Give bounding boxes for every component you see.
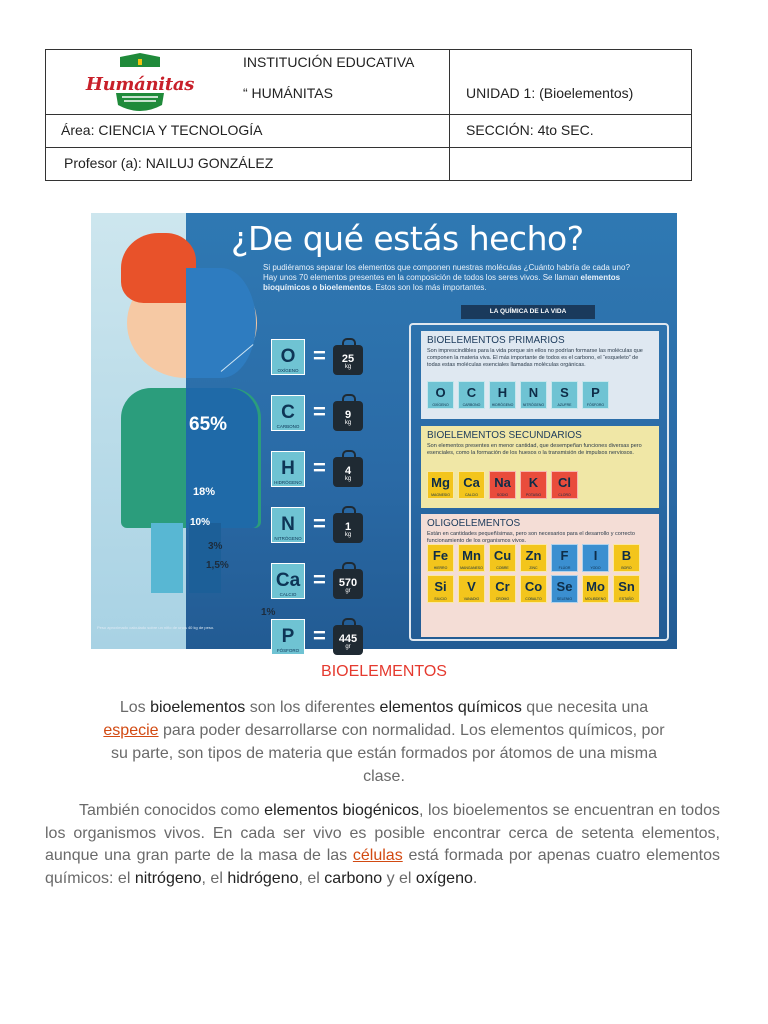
tile-name: FÓSFORO	[586, 403, 605, 407]
element-tile-cl	[551, 471, 578, 499]
text: para poder desarrollarse con normalidad. Los elementos químicos, por su parte, son tipos de materia que están formados por átomos de una misma clase.	[110, 722, 665, 785]
infographic-footnote: Peso aproximado calculado sobre un niño de unos 40 kg de peso.	[97, 625, 215, 630]
oligoelements-box	[421, 514, 659, 637]
equals-sign: =	[313, 343, 326, 368]
tile-symbol: N	[528, 385, 539, 400]
tile-name: SODIO	[496, 493, 509, 497]
element-symbol: O	[280, 346, 296, 367]
element-tile-k	[520, 471, 547, 499]
element-tile-ca	[458, 471, 485, 499]
pct-phosphorus: 1%	[261, 607, 276, 618]
element-tile-se	[551, 575, 578, 603]
element-card-h	[271, 451, 305, 487]
header-area-cell	[46, 114, 450, 148]
section-label: SECCIÓN: 4to SEC.	[466, 122, 594, 138]
element-tile-si	[427, 575, 454, 603]
element-tile-zn	[520, 544, 547, 572]
tile-name: MAGNESIO	[431, 493, 450, 497]
tile-name: ZINC	[529, 566, 538, 570]
school-logo	[82, 53, 198, 115]
text: , el	[201, 869, 228, 887]
pct-hydrogen: 10%	[190, 517, 211, 528]
element-tile-na	[489, 471, 516, 499]
pct-nitrogen: 3%	[208, 541, 223, 552]
header-logo-cell	[46, 50, 450, 115]
kid-face-blue	[186, 268, 256, 378]
element-card-n	[271, 507, 305, 543]
element-tile-n	[520, 381, 547, 409]
tile-symbol: H	[497, 385, 508, 400]
institution-name: INSTITUCIÓN EDUCATIVA	[243, 54, 415, 70]
tile-symbol: V	[467, 579, 476, 594]
tile-name: POTASIO	[525, 493, 542, 497]
institution-name-2: “ HUMÁNITAS	[243, 85, 333, 101]
weight-icon	[333, 345, 363, 375]
kid-leg-right	[189, 523, 221, 593]
secondary-bioelements-box	[421, 426, 659, 508]
primary-desc: Son imprescindibles para la vida porque sin ellos no podrían formarse las moléculas que componen la materia viva. El más importante de todos es el carbono, el “esqueleto” de todas estas moléculas esenciales llamadas moléculas orgánicas.	[427, 348, 643, 368]
link-especie[interactable]: especie	[103, 722, 159, 739]
text: que necesita una	[521, 699, 649, 716]
primary-heading: BIOELEMENTOS PRIMARIOS	[427, 335, 565, 346]
element-symbol: N	[281, 514, 295, 535]
kid-leg-left	[151, 523, 183, 593]
text: , el	[298, 869, 325, 887]
keyword: carbono	[324, 869, 383, 887]
tile-name: NITRÓGENO	[522, 403, 545, 407]
header-empty-cell	[449, 147, 692, 181]
tile-name: AZUFRE	[557, 403, 572, 407]
keyword: elementos biogénicos	[264, 802, 419, 819]
tile-name: FLÚOR	[558, 566, 571, 570]
weight-value: 9	[344, 409, 352, 421]
element-tile-cu	[489, 544, 516, 572]
area-label: Área: CIENCIA Y TECNOLOGÍA	[61, 122, 263, 138]
tile-name: OXÍGENO	[432, 403, 449, 407]
panel-tag: LA QUÍMICA DE LA VIDA	[461, 305, 595, 319]
element-symbol: C	[281, 402, 295, 423]
tile-name: VANADIO	[463, 597, 480, 601]
element-tile-o	[427, 381, 454, 409]
tile-symbol: Cr	[495, 579, 510, 594]
weight-icon	[333, 457, 363, 487]
header-unit-cell	[449, 50, 692, 115]
weight-unit: kg	[344, 420, 352, 426]
element-tile-fe	[427, 544, 454, 572]
element-card-ca	[271, 563, 305, 599]
element-name: OXÍGENO	[277, 368, 299, 373]
element-tile-co	[520, 575, 547, 603]
tile-symbol: Cl	[558, 475, 571, 490]
element-card-c	[271, 395, 305, 431]
tile-name: MANGANESO	[460, 566, 483, 570]
text: También conocidos como	[79, 802, 265, 819]
weight-unit: gr	[345, 588, 351, 594]
element-tile-cr	[489, 575, 516, 603]
tile-symbol: C	[466, 385, 477, 400]
tile-name: COBALTO	[525, 597, 542, 601]
kid-hair	[121, 233, 196, 303]
text: está formada por apenas cuatro elementos químicos: el	[45, 847, 720, 887]
keyword: nitrógeno	[134, 869, 202, 887]
tile-symbol: Fe	[432, 548, 449, 563]
keyword: bioelementos	[150, 699, 246, 716]
element-tile-p	[582, 381, 609, 409]
element-tile-h	[489, 381, 516, 409]
tile-name: BORO	[621, 566, 632, 570]
logo-wordmark: Humánitas	[85, 74, 195, 95]
primary-bioelements-box	[421, 331, 659, 419]
element-tile-sn	[613, 575, 640, 603]
teacher-label: Profesor (a): NAILUJ GONZÁLEZ	[64, 155, 274, 171]
text: son los diferentes	[245, 699, 380, 716]
header-table	[45, 49, 692, 181]
element-card-p	[271, 619, 305, 655]
infographic-intro	[263, 263, 633, 293]
weight-icon	[333, 569, 363, 599]
tile-symbol: Na	[494, 475, 511, 490]
intro-text-end: . Estos son los más importantes.	[371, 283, 487, 292]
tile-symbol: Co	[524, 579, 543, 594]
tile-symbol: Se	[556, 579, 573, 594]
weight-value: 4	[344, 465, 352, 477]
tile-name: CROMO	[495, 597, 510, 601]
pct-oxygen: 65%	[189, 414, 228, 435]
text: .	[472, 869, 478, 887]
tile-symbol: Mn	[462, 548, 481, 563]
tile-name: HIERRO	[433, 566, 448, 570]
tile-symbol: Si	[434, 579, 447, 594]
intro-text: Si pudiéramos separar los elementos que componen nuestras moléculas ¿Cuánto habría de cada uno? Hay unos 70 elementos presentes en la composición de todos los seres vivos. Se llaman	[263, 263, 630, 282]
tile-name: CALCIO	[464, 493, 479, 497]
tile-name: HIDRÓGENO	[491, 403, 514, 407]
paragraph-definition	[100, 696, 668, 788]
tile-name: CLORO	[558, 493, 571, 497]
tile-symbol: K	[528, 475, 539, 490]
secondary-desc: Son elementos presentes en menor cantidad, que desempeñan funciones diversas pero esenciales, como la formación de los huesos o la transmisión de impulsos nerviosos.	[427, 443, 642, 456]
equals-sign: =	[313, 567, 326, 592]
weight-unit: kg	[344, 532, 352, 538]
element-tile-v	[458, 575, 485, 603]
infographic-title: ¿De qué estás hecho?	[231, 219, 584, 258]
tile-name: ESTAÑO	[619, 597, 634, 601]
element-tile-i	[582, 544, 609, 572]
element-name: NITRÓGENO	[274, 536, 302, 541]
tile-symbol: Ca	[463, 475, 480, 490]
paragraph-biogenic	[45, 800, 720, 890]
element-tile-c	[458, 381, 485, 409]
element-tile-mg	[427, 471, 454, 499]
keyword: hidrógeno	[227, 869, 299, 887]
weight-unit: kg	[344, 476, 352, 482]
element-name: FÓSFORO	[276, 648, 300, 653]
tile-symbol: Zn	[525, 548, 542, 563]
weight-unit: kg	[344, 364, 352, 370]
tile-name: MOLIBDENO	[584, 597, 606, 601]
element-symbol: P	[281, 626, 295, 647]
element-symbol: Ca	[275, 570, 301, 591]
weight-value: 445	[338, 633, 358, 645]
element-name: CALCIO	[279, 592, 297, 597]
tile-symbol: S	[560, 385, 569, 400]
tile-symbol: P	[591, 385, 600, 400]
element-symbol: H	[281, 458, 295, 479]
kid-body-blue	[186, 388, 258, 528]
unit-label: UNIDAD 1: (Bioelementos)	[466, 85, 634, 101]
weight-value: 25	[341, 353, 355, 365]
equals-sign: =	[313, 623, 326, 648]
equals-sign: =	[313, 511, 326, 536]
tile-symbol: O	[435, 385, 446, 400]
tile-name: COBRE	[496, 566, 509, 570]
tile-name: SELENIO	[556, 597, 573, 601]
element-tile-b	[613, 544, 640, 572]
oligo-heading: OLIGOELEMENTOS	[427, 518, 521, 529]
tile-symbol: Mg	[431, 475, 450, 490]
tile-name: SILICIO	[434, 597, 447, 601]
equals-sign: =	[313, 455, 326, 480]
element-tile-mo	[582, 575, 609, 603]
weight-value: 570	[338, 577, 358, 589]
weight-icon	[333, 401, 363, 431]
tile-symbol: I	[593, 548, 598, 563]
section-heading: BIOELEMENTOS	[321, 663, 447, 680]
tile-name: YODO	[590, 566, 601, 570]
keyword: elementos químicos	[379, 699, 522, 716]
keyword: oxígeno	[415, 869, 473, 887]
weight-value: 1	[344, 521, 352, 533]
link-celulas[interactable]: células	[352, 847, 403, 864]
tile-symbol: Cu	[493, 548, 512, 563]
header-teacher-cell	[46, 147, 450, 181]
text: y el	[382, 869, 416, 887]
secondary-heading: BIOELEMENTOS SECUNDARIOS	[427, 430, 582, 441]
oligo-desc: Están en cantidades pequeñísimas, pero son necesarios para el desarrollo y correcto funcionamiento de los organismos vivos.	[427, 531, 635, 544]
element-card-o	[271, 339, 305, 375]
element-tile-mn	[458, 544, 485, 572]
tile-symbol: F	[560, 548, 569, 563]
text: , los bioelementos se encuentran en todos los organismos vivos. En cada ser vivo es posible encontrar cerca de setenta elementos, aunque una gran parte de la masa de las	[45, 802, 721, 864]
intro-bold: elementos bioquímicos o bioelementos	[263, 273, 621, 292]
infographic	[91, 213, 677, 653]
tile-symbol: Mo	[586, 579, 605, 594]
text: Los	[119, 699, 151, 716]
element-tile-f	[551, 544, 578, 572]
tile-name: CARBONO	[462, 403, 481, 407]
element-tile-s	[551, 381, 578, 409]
header-section-cell	[449, 114, 692, 148]
tile-symbol: B	[621, 548, 632, 563]
element-name: HIDRÓGENO	[274, 480, 302, 485]
weight-icon	[333, 625, 363, 655]
tile-symbol: Sn	[618, 579, 635, 594]
pct-carbon: 18%	[193, 486, 216, 498]
pct-calcium: 1,5%	[206, 560, 229, 571]
equals-sign: =	[313, 399, 326, 424]
weight-unit: gr	[345, 644, 351, 650]
weight-icon	[333, 513, 363, 543]
element-name: CARBONO	[276, 424, 300, 429]
